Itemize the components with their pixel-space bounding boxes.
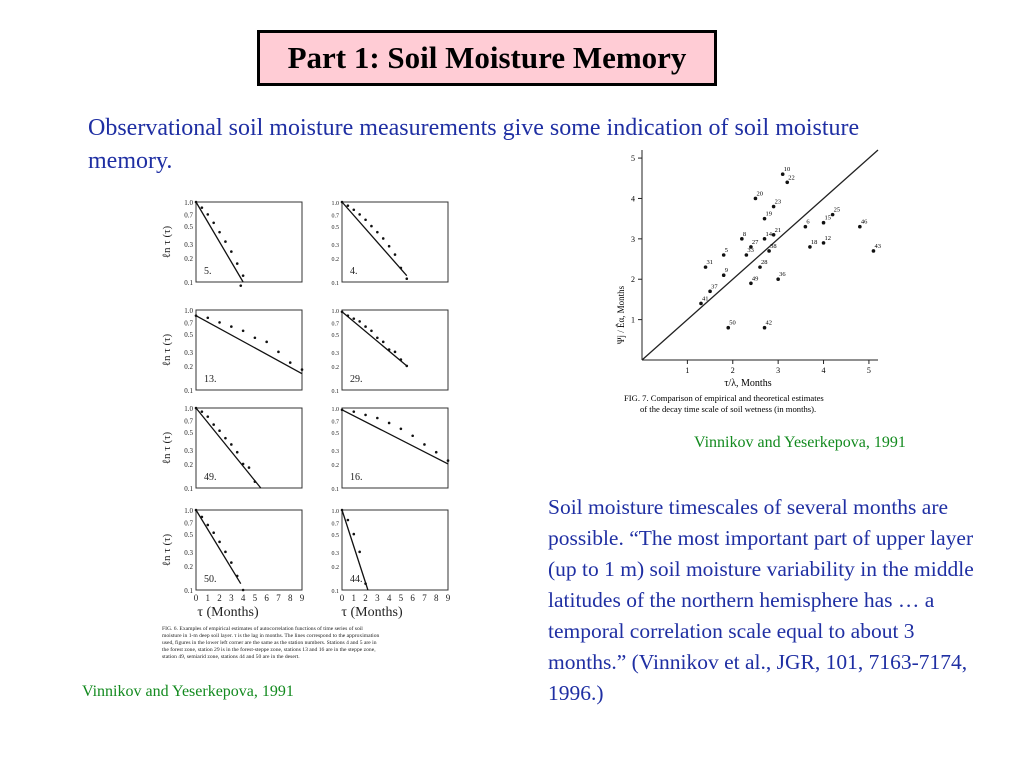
fig6-y-tick-label: 0.1 [184, 485, 193, 493]
fig7-y-axis-label: Ψj / Êα, Months [616, 285, 626, 345]
fig6-x-tick-label: 3 [375, 593, 380, 603]
fig6-point [236, 262, 239, 265]
fig6-panel [161, 405, 302, 493]
fig6-point [212, 531, 215, 534]
fig6-point [370, 225, 373, 228]
fig6-point [388, 422, 391, 425]
fig6-y-tick-label: 1.0 [331, 309, 339, 315]
fig7-point-label: 18 [810, 238, 818, 246]
fig6-point [224, 551, 227, 554]
fig6-y-tick-label: 0.1 [331, 487, 339, 493]
fig6-point [206, 213, 209, 216]
fig7-reference-line [642, 150, 878, 360]
fig6-y-tick-label: 0.5 [184, 331, 193, 340]
fig6-x-tick-label: 2 [217, 593, 222, 603]
figure-7-scatter [600, 140, 885, 430]
fig6-y-tick-label: 0.5 [184, 531, 193, 540]
fig6-point [400, 358, 403, 361]
fig7-y-tick-label: 5 [631, 154, 635, 164]
fig6-point [364, 325, 367, 328]
fig7-point-label: 8 [742, 230, 747, 238]
fig6-x-axis-label-left: τ (Months) [197, 605, 259, 620]
fig6-y-tick-label: 0.2 [184, 254, 193, 263]
fig6-point [201, 516, 204, 519]
fig6-x-tick-label: 4 [386, 593, 392, 603]
fig6-point [242, 274, 245, 277]
fig7-point-label: 43 [874, 242, 881, 250]
fig6-y-tick-label: 0.5 [184, 429, 193, 438]
fig7-caption-line-2: of the decay time scale of soil wetness (in months). [640, 404, 817, 414]
fig6-point [224, 437, 227, 440]
fig6-y-tick-label: 0.2 [331, 364, 339, 371]
fig6-point [201, 410, 204, 413]
fig6-point [394, 253, 397, 256]
fig7-point-label: 38 [770, 242, 777, 250]
fig6-point [218, 541, 221, 544]
fig6-point [230, 325, 233, 328]
fig6-caption-line-5: station 49, semiarid zone, stations 44 and 50 are in the desert. [162, 654, 300, 660]
fig6-point [230, 443, 233, 446]
fig6-panel [332, 309, 449, 395]
fig7-y-tick-label: 1 [631, 315, 635, 325]
fig6-y-tick-label: 1.0 [184, 405, 193, 413]
fig6-point [254, 480, 257, 483]
fig6-point [376, 231, 379, 234]
quote-text: Soil moisture timescales of several months are possible. “The most important part of upper layer (up to 1 m) soil moisture variability in the middle latitudes of the northern hemisphere has … a temporal correlation scale equal to about 3 months.” (Vinnikov et al., JGR, 101, 7163-7174, 1996.) [548, 495, 974, 705]
fig7-point-label: 5 [724, 247, 728, 254]
fig6-fit-line [342, 202, 407, 276]
fig6-y-tick-label: 0.5 [331, 533, 339, 540]
fig6-x-tick-label: 5 [398, 593, 404, 603]
fig6-point [201, 206, 204, 209]
fig6-x-tick-label: 8 [433, 593, 439, 603]
fig6-point [388, 348, 391, 351]
fig6-y-tick-label: 0.7 [184, 519, 193, 528]
fig7-point-label: 10 [783, 166, 791, 174]
fig6-station-label: 44. [350, 574, 363, 585]
fig6-y-tick-label: 0.7 [184, 211, 193, 220]
fig6-point [358, 551, 361, 554]
fig6-point [405, 365, 408, 368]
fig6-panel [161, 507, 305, 603]
fig6-y-tick-label: 0.7 [331, 419, 339, 426]
fig6-x-tick-label: 1 [351, 593, 357, 603]
fig6-point [447, 459, 450, 462]
fig6-y-tick-label: 0.2 [184, 460, 193, 469]
fig6-x-tick-label: 4 [240, 593, 246, 603]
fig6-y-tick-label: 1.0 [331, 201, 339, 207]
fig6-caption-line-2: moisture in 1-m deep soil layer. τ is the lag in months. The lines correspond to the approximation [162, 633, 380, 639]
fig7-y-tick-label: 4 [631, 194, 635, 204]
fig6-x-tick-label: 0 [339, 593, 345, 603]
fig7-point-label: 31 [706, 259, 714, 267]
fig6-point [400, 427, 403, 430]
fig6-y-tick-label: 0.2 [331, 564, 339, 571]
fig6-y-tick-label: 0.7 [184, 417, 193, 426]
fig7-point-label: 25 [833, 206, 841, 214]
fig6-point [218, 231, 221, 234]
fig6-point [230, 561, 233, 564]
fig6-y-axis-label: ℓn τ (τ) [161, 333, 173, 367]
fig6-point [195, 201, 198, 204]
fig6-y-tick-label: 0.2 [184, 362, 193, 371]
fig6-point [382, 237, 385, 240]
fig6-y-tick-label: 0.3 [331, 242, 339, 249]
fig6-point [301, 368, 304, 371]
fig6-point [400, 267, 403, 270]
fig6-y-tick-label: 0.2 [331, 462, 339, 469]
fig6-panel-frame [196, 202, 302, 282]
fig6-point [206, 415, 209, 418]
fig7-point-label: 9 [724, 267, 728, 275]
fig6-panel [332, 201, 449, 287]
figure-6-panels [140, 190, 470, 665]
fig6-y-tick-label: 0.7 [331, 521, 339, 528]
fig6-point [236, 451, 239, 454]
fig6-point [423, 443, 426, 446]
fig6-y-axis-label: ℓn τ (τ) [161, 533, 173, 567]
fig7-x-tick-label: 4 [821, 366, 826, 375]
fig6-panel-grid [161, 199, 451, 603]
fig7-x-axis-label: τ/λ, Months [724, 378, 772, 389]
fig7-x-tick-label: 3 [776, 366, 781, 375]
fig6-point [254, 336, 257, 339]
fig7-point-label: 37 [711, 283, 718, 291]
fig6-point [388, 245, 391, 248]
fig6-y-tick-label: 0.1 [184, 279, 193, 287]
fig7-caption-line-1: FIG. 7. Comparison of empirical and theoretical estimates [624, 393, 824, 403]
fig7-x-tick-label: 2 [730, 366, 735, 375]
fig6-x-tick-label: 5 [252, 593, 258, 603]
fig6-point [411, 434, 414, 437]
fig6-point [370, 329, 373, 332]
fig6-point [212, 423, 215, 426]
fig7-point-label: 33 [747, 247, 754, 254]
fig6-panel-frame [342, 202, 448, 282]
fig6-y-tick-label: 0.1 [184, 587, 193, 595]
fig7-point-label: 28 [761, 259, 768, 267]
fig6-station-label: 13. [204, 374, 217, 385]
fig6-point [341, 509, 344, 512]
fig6-station-label: 29. [350, 374, 363, 385]
fig6-y-tick-label: 0.7 [184, 319, 193, 328]
fig6-point [195, 509, 198, 512]
fig6-fit-line [196, 316, 302, 374]
fig6-fit-line [342, 410, 448, 464]
fig6-point [242, 589, 245, 592]
fig7-point-label: 42 [765, 319, 773, 327]
fig6-point [239, 284, 242, 287]
fig6-y-tick-label: 1.0 [184, 199, 193, 207]
fig6-y-tick-label: 0.1 [331, 389, 339, 395]
slide-title: Part 1: Soil Moisture Memory [257, 30, 717, 86]
fig6-point [224, 240, 227, 243]
fig6-x-tick-label: 1 [205, 593, 211, 603]
fig6-point [394, 351, 397, 354]
fig6-point [206, 316, 209, 319]
fig6-y-tick-label: 1.0 [184, 507, 193, 515]
fig6-y-tick-label: 0.3 [331, 448, 339, 455]
intro-text: Observational soil moisture measurements give some indication of soil moisture memory. [88, 115, 860, 174]
fig6-y-tick-label: 0.3 [331, 350, 339, 357]
fig6-station-label: 49. [204, 472, 217, 483]
fig6-x-tick-label: 6 [264, 593, 269, 603]
fig6-y-tick-label: 1.0 [184, 307, 193, 315]
fig6-point [289, 361, 292, 364]
fig6-caption-line-4: the forest zone, station 29 is in the forest-steppe zone, stations 13 and 16 are in the steppe zone, [162, 647, 376, 653]
fig6-y-tick-label: 0.3 [331, 550, 339, 557]
fig6-x-tick-label: 9 [445, 593, 451, 603]
fig7-points [699, 166, 881, 329]
fig7-point-label: 20 [756, 190, 763, 198]
fig7-point-label: 12 [824, 234, 832, 242]
fig6-point [405, 277, 408, 280]
fig7-point-label: 50 [729, 319, 736, 327]
fig6-station-label: 5. [204, 266, 212, 277]
fig6-y-tick-label: 0.1 [184, 387, 193, 395]
fig6-point [218, 321, 221, 324]
fig6-point [347, 204, 350, 207]
fig6-y-tick-label: 0.5 [331, 225, 339, 232]
fig6-y-tick-label: 0.5 [184, 223, 193, 232]
fig6-point [352, 208, 355, 211]
fig7-point-label: 36 [779, 271, 786, 279]
fig6-x-tick-label: 9 [299, 593, 305, 603]
fig6-point [248, 466, 251, 469]
fig7-y-tick-label: 3 [631, 234, 635, 244]
fig7-point-label: 46 [860, 218, 868, 226]
right-figure-citation: Vinnikov and Yeserkepova, 1991 [694, 434, 906, 451]
fig6-y-tick-label: 0.2 [184, 562, 193, 571]
fig6-point [364, 582, 367, 585]
fig6-point [277, 351, 280, 354]
fig6-point [212, 221, 215, 224]
fig6-panel [332, 509, 451, 603]
fig6-point [358, 213, 361, 216]
fig6-y-tick-label: 0.1 [331, 589, 339, 595]
fig6-y-tick-label: 0.1 [331, 281, 339, 287]
fig6-point [341, 408, 344, 411]
fig6-y-tick-label: 1.0 [331, 407, 339, 413]
fig6-panel [161, 307, 303, 395]
fig6-y-tick-label: 0.7 [331, 321, 339, 328]
fig6-point [347, 314, 350, 317]
fig6-point [358, 320, 361, 323]
fig7-x-tick-label: 5 [866, 366, 871, 375]
fig7-point-label: 49 [751, 275, 759, 283]
fig6-point [236, 575, 239, 578]
fig7-point-label: 41 [702, 295, 709, 303]
fig6-point [218, 429, 221, 432]
fig7-point-label: 6 [806, 218, 810, 226]
fig6-point [206, 524, 209, 527]
fig6-point [265, 341, 268, 344]
fig6-y-tick-label: 0.7 [331, 213, 339, 220]
fig6-point [352, 410, 355, 413]
fig6-point [195, 314, 198, 317]
fig6-y-tick-label: 0.3 [184, 446, 193, 455]
fig6-y-tick-label: 0.3 [184, 240, 193, 249]
fig6-point [376, 336, 379, 339]
fig7-point-label: 15 [824, 214, 832, 222]
fig6-x-tick-label: 8 [287, 593, 293, 603]
fig6-x-tick-label: 3 [229, 593, 234, 603]
fig6-x-tick-label: 6 [410, 593, 415, 603]
fig7-x-tick-label: 1 [685, 366, 690, 375]
fig6-fit-line [196, 510, 241, 584]
fig6-station-label: 50. [204, 574, 217, 585]
fig6-x-tick-label: 7 [422, 593, 427, 603]
left-figure-citation: Vinnikov and Yeserkepova, 1991 [82, 683, 294, 700]
fig6-y-tick-label: 0.5 [331, 333, 339, 340]
fig6-x-tick-label: 0 [193, 593, 199, 603]
fig6-station-label: 4. [350, 266, 358, 277]
fig6-caption-line-1: FIG. 6. Examples of empirical estimates of autocorrelation functions of time series of soil [162, 626, 363, 632]
fig6-point [242, 463, 245, 466]
fig6-point [195, 407, 198, 410]
fig6-caption-line-3: used, figures in the lower left corner are the same as the station numbers. Stations 4 and 5 are in [162, 640, 377, 646]
fig7-y-tick-label: 2 [631, 275, 635, 285]
fig6-fit-line [342, 312, 407, 366]
fig7-axes [631, 150, 878, 375]
fig6-y-axis-label: ℓn τ (τ) [161, 225, 173, 259]
fig6-point [352, 533, 355, 536]
fig6-point [382, 341, 385, 344]
fig6-station-label: 16. [350, 472, 363, 483]
fig6-y-tick-label: 1.0 [331, 509, 339, 515]
fig7-point-label: 27 [751, 238, 759, 246]
fig6-point [352, 317, 355, 320]
fig6-point [376, 417, 379, 420]
fig6-point [347, 519, 350, 522]
fig6-y-axis-label: ℓn τ (τ) [161, 431, 173, 465]
fig6-y-tick-label: 0.3 [184, 348, 193, 357]
fig6-point [341, 201, 344, 204]
fig6-panel [161, 199, 302, 287]
fig7-point-label: 21 [774, 226, 782, 234]
fig6-x-axis-label-right: τ (Months) [341, 605, 403, 620]
fig6-panel [332, 407, 450, 493]
fig6-y-tick-label: 0.2 [331, 256, 339, 263]
fig6-point [341, 310, 344, 313]
fig6-point [435, 451, 438, 454]
fig7-point-label: 23 [774, 198, 782, 206]
fig6-y-tick-label: 0.5 [331, 431, 339, 438]
fig6-point [230, 250, 233, 253]
fig7-point-label: 14 [765, 230, 773, 238]
fig6-point [364, 218, 367, 221]
fig6-point [242, 329, 245, 332]
fig7-point-label: 22 [788, 174, 795, 182]
fig6-x-tick-label: 7 [276, 593, 281, 603]
fig6-point [364, 414, 367, 417]
fig7-point-label: 19 [765, 210, 773, 218]
fig6-y-tick-label: 0.3 [184, 548, 193, 557]
fig6-x-tick-label: 2 [363, 593, 368, 603]
